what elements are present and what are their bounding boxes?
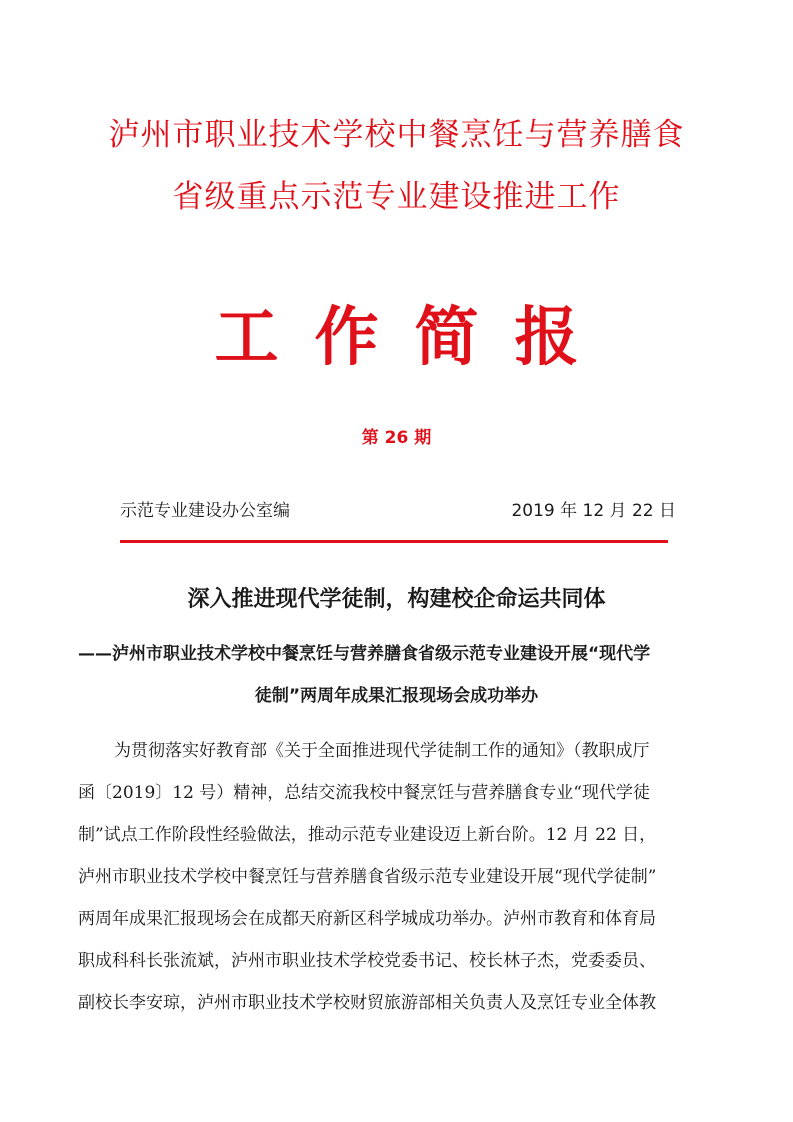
article-subheadline-line-2: 徒制”两周年成果汇报现场会成功举办 — [254, 686, 539, 706]
body-text-line: 函〔2019〕12 号）精神，总结交流我校中餐烹饪与营养膳食专业“现代学徒 — [78, 783, 650, 803]
masthead-line-1: 泸州市职业技术学校中餐烹饪与营养膳食 — [108, 117, 685, 153]
issue-number: 第 26 期 — [361, 428, 432, 448]
body-text-line: 为贯彻落实好教育部《关于全面推进现代学徒制工作的通知》（教职成厅 — [114, 741, 650, 761]
body-text-line: 泸州市职业技术学校中餐烹饪与营养膳食省级示范专业建设开展“现代学徒制” — [78, 867, 657, 887]
publish-date: 2019 年 12 月 22 日 — [511, 501, 676, 521]
article-subheadline-line-1: ——泸州市职业技术学校中餐烹饪与营养膳食省级示范专业建设开展“现代学 — [78, 644, 651, 664]
body-text-line: 副校长李安琼，泸州市职业技术学校财贸旅游部相关负责人及烹饪专业全体教 — [78, 993, 656, 1013]
article-headline: 深入推进现代学徒制，构建校企命运共同体 — [187, 587, 606, 612]
masthead-line-2: 省级重点示范专业建设推进工作 — [172, 179, 621, 215]
brief-title: 工作简报 — [214, 301, 615, 375]
editor-office: 示范专业建设办公室编 — [120, 501, 290, 521]
body-text-line: 两周年成果汇报现场会在成都天府新区科学城成功举办。泸州市教育和体育局 — [78, 909, 656, 929]
body-text-line: 制”试点工作阶段性经验做法，推动示范专业建设迈上新台阶。12 月 22 日， — [78, 825, 657, 845]
body-text-line: 职成科科长张流斌，泸州市职业技术学校党委书记、校长林子杰，党委委员、 — [78, 951, 656, 971]
red-divider-line — [120, 540, 668, 543]
